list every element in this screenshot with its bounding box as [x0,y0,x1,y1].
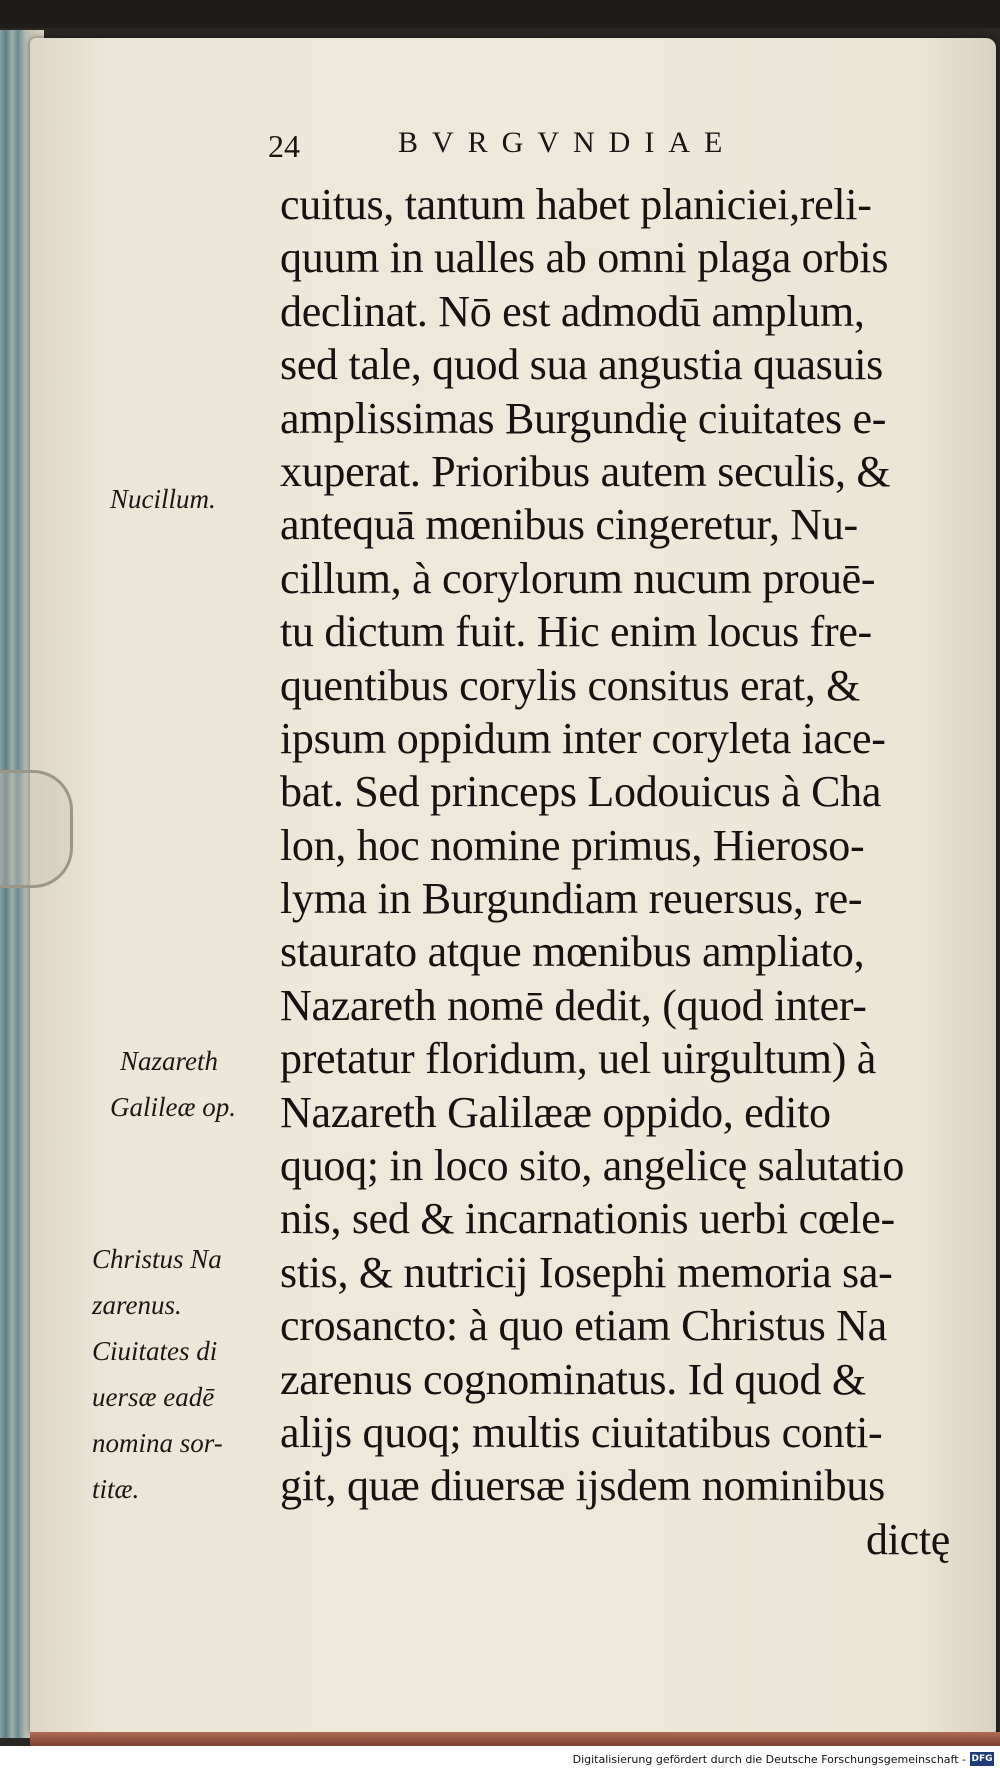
text-line: git, quæ diuersæ ijsdem nominibus [280,1461,885,1511]
text-line: cillum, à corylorum nucum prouē- [280,553,876,603]
text-line: cuitus, tantum habet planiciei,reli- [280,180,872,229]
text-line: lon, hoc nomine primus, Hieroso- [280,820,865,870]
margin-note-nazarenus: zarenus. [92,1290,182,1320]
margin-note-galilea: Galileæ op. [110,1092,236,1122]
page-clip [0,770,73,888]
text-line: quentibus corylis consitus erat, & [280,660,861,710]
running-title: BVRGVNDIAE [398,126,737,159]
text-line: quoq; in loco sito, angelicę salutatio [280,1141,905,1191]
text-line: staurato atque mœnibus ampliato, [280,927,865,977]
text-line: antequā mœnibus cingeretur, Nu- [280,500,858,550]
text-line: ipsum oppidum inter coryleta iace- [280,713,886,763]
dfg-logo-icon: DFG [971,1754,993,1764]
margin-note-christus: Christus Na [92,1244,222,1274]
text-line: pretatur floridum, uel uirgultum) à [280,1034,876,1084]
main-text-block [280,178,952,1566]
text-line: crosancto: à quo etiam Christus Na [280,1301,887,1351]
text-line: lyma in Burgundiam reuersus, re- [280,874,863,924]
text-line: nis, sed & incarnationis uerbi cœle- [280,1194,895,1244]
text-line: stis, & nutricij Iosephi memoria sa- [280,1247,893,1297]
margin-note-nazareth: Nazareth [120,1046,219,1076]
text-line: xuperat. Prioribus autem seculis, & [280,446,891,496]
funding-attribution: Digitalisierung gefördert durch die Deutsche Forschungsgemeinschaft - [572,1753,966,1766]
text-line: Nazareth nomē dedit, (quod inter- [280,980,867,1030]
catchword: dictę [865,1514,950,1564]
margin-note-ciuitates: Ciuitates di [92,1336,218,1366]
scanner-background [0,0,1000,28]
book-bottom-edge [30,1732,1000,1746]
text-line: bat. Sed princeps Lodouicus à Cha [280,767,882,817]
text-line: quum in ualles ab omni plaga orbis [280,233,889,283]
text-line: sed tale, quod sua angustia quasuis [280,340,883,390]
text-line: alijs quoq; multis ciuitatibus conti- [280,1407,883,1457]
margin-note-uersae: uersæ eadē [92,1382,215,1412]
text-line: tu dictum fuit. Hic enim locus fre- [280,607,872,657]
margin-note-nomina: nomina sor- [92,1428,223,1458]
text-line: zarenus cognominatus. Id quod & [280,1354,866,1404]
text-line: amplissimas Burgundię ciuitates e- [280,393,887,443]
text-line: declinat. Nō est admodū amplum, [280,286,865,336]
margin-note-nucillum: Nucillum. [110,484,216,514]
margin-note-sortitae: titæ. [92,1474,140,1504]
text-line: Nazareth Galilææ oppido, edito [280,1087,831,1137]
page-number: 24 [268,128,300,164]
